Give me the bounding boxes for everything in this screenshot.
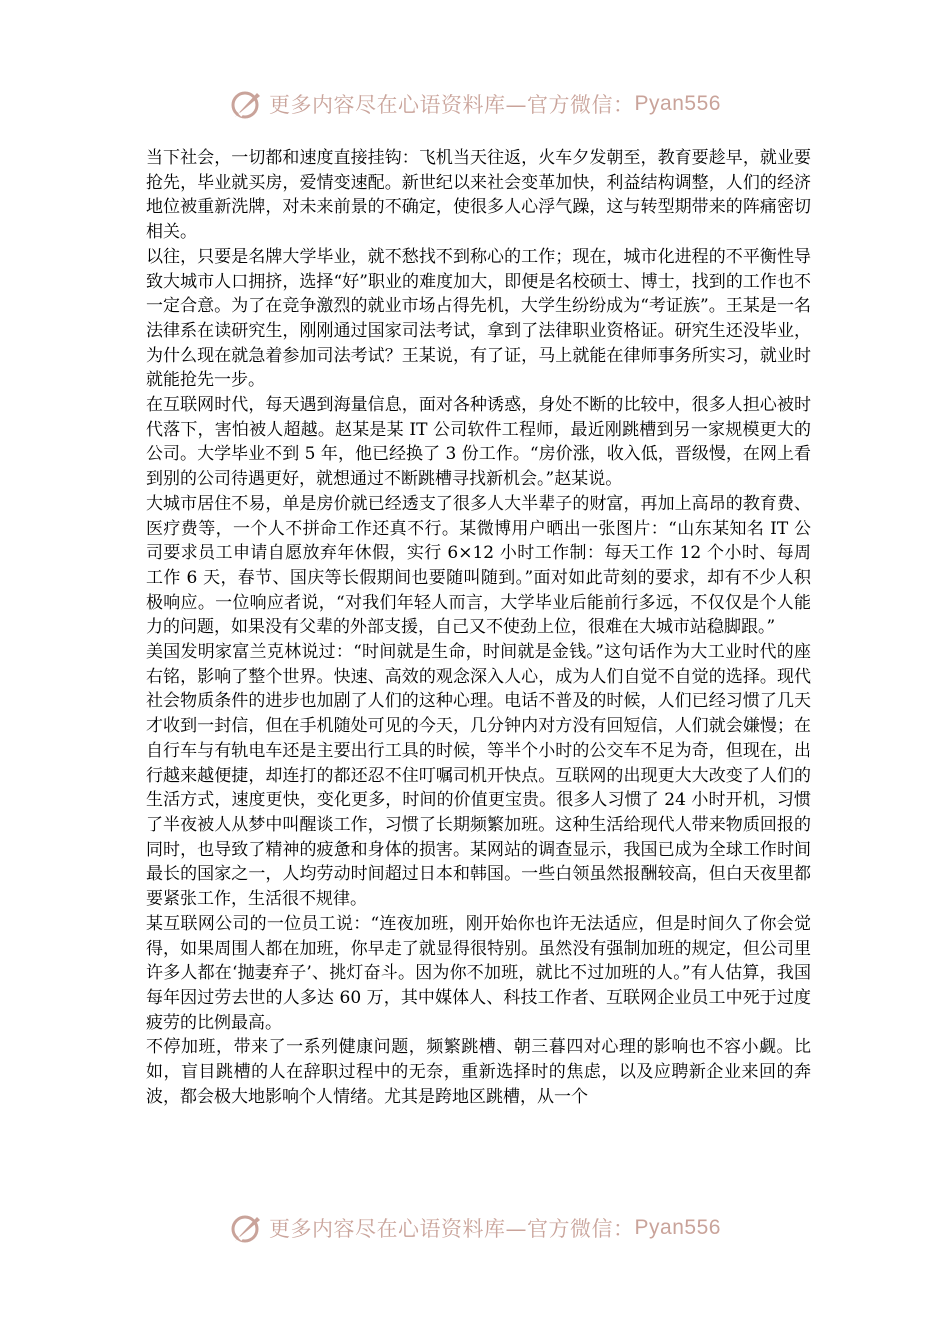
header-watermark [0, 84, 950, 124]
watermark-handle: Pyan556 [634, 1216, 721, 1239]
paragraph-3: 在互联网时代，每天遇到海量信息，面对各种诱惑，身处不断的比较中，很多人担心被时代落下，害怕被人超越。赵某是某 IT 公司软件工程师，最近刚跳槽到另一家规模更大的公司。大学毕业不到 5 年，他已经换了 3 份工作。“房价涨，收入低，晋级慢，在网上看到别的公司待遇更好，就想通过不断跳槽寻找新机会。”赵某说。 [146, 395, 811, 490]
paragraph-2: 以往，只要是名牌大学毕业，就不愁找不到称心的工作；现在，城市化进程的不平衡性导致大城市人口拥挤，选择“好”职业的难度加大，即便是名校硕士、博士，找到的工作也不一定合意。为了在竞争激烈的就业市场占得先机，大学生纷纷成为“考证族”。王某是一名法律系在读研究生，刚刚通过国家司法考试，拿到了法律职业资格证。研究生还没毕业，为什么现在就急着参加司法考试？王某说，有了证，马上就能在律师事务所实习，就业时就能抢先一步。 [146, 246, 811, 391]
quill-logo-icon [229, 87, 263, 121]
paragraph-7: 不停加班，带来了一系列健康问题，频繁跳槽、朝三暮四对心理的影响也不容小觑。比如，盲目跳槽的人在辞职过程中的无奈，重新选择时的焦虑，以及应聘新企业来回的奔波，都会极大地影响个人情绪。尤其是跨地区跳槽，从一个 [146, 1037, 811, 1107]
article-body [146, 146, 811, 1109]
quill-logo-icon [229, 1211, 263, 1245]
paragraph-5: 美国发明家富兰克林说过：“时间就是生命，时间就是金钱。”这句话作为大工业时代的座右铭，影响了整个世界。快速、高效的观念深入人心，成为人们自觉不自觉的选择。现代社会物质条件的进步也加剧了人们的这种心理。电话不普及的时候，人们已经习惯了几天才收到一封信，但在手机随处可见的今天，几分钟内对方没有回短信，人们就会嫌慢；在自行车与有轨电车还是主要出行工具的时候，等半个小时的公交车不足为奇，但现在，出行越来越便捷，却连打的都还忍不住叮嘱司机开快点。互联网的出现更大大改变了人们的生活方式，速度更快，变化更多，时间的价值更宝贵。很多人习惯了 24 小时开机，习惯了半夜被人从梦中叫醒谈工作，习惯了长期频繁加班。这种生活给现代人带来物质回报的同时，也导致了精神的疲惫和身体的损害。某网站的调查显示，我国已成为全球工作时间最长的国家之一，人均劳动时间超过日本和韩国。一些白领虽然报酬较高，但白天夜里都要紧张工作，生活很不规律。 [146, 642, 811, 910]
paragraph-6: 某互联网公司的一位员工说：“连夜加班，刚开始你也许无法适应，但是时间久了你会觉得，如果周围人都在加班，你早走了就显得很特别。虽然没有强制加班的规定，但公司里许多人都在‘抛妻弃子’、挑灯奋斗。因为你不加班，就比不过加班的人。”有人估算，我国每年因过劳去世的人多达 60 万，其中媒体人、科技工作者、互联网企业员工中死于过度疲劳的比例最高。 [146, 913, 811, 1033]
watermark-text: 更多内容尽在心语资料库—官方微信： [269, 1217, 635, 1241]
footer-watermark [0, 1208, 950, 1248]
watermark-text: 更多内容尽在心语资料库—官方微信： [269, 93, 635, 117]
paragraph-1: 当下社会，一切都和速度直接挂钩：飞机当天往返，火车夕发朝至，教育要趁早，就业要抢先，毕业就买房，爱情变速配。新世纪以来社会变革加快，利益结构调整，人们的经济地位被重新洗牌，对未来前景的不确定，使很多人心浮气躁，这与转型期带来的阵痛密切相关。 [146, 148, 811, 243]
paragraph-4: 大城市居住不易，单是房价就已经透支了很多人大半辈子的财富，再加上高昂的教育费、医疗费等，一个人不拼命工作还真不行。某微博用户晒出一张图片：“山东某知名 IT 公司要求员工申请自愿放弃年休假，实行 6×12 小时工作制：每天工作 12 个小时、每周工作 6 天，春节、国庆等长假期间也要随叫随到。”面对如此苛刻的要求，却有不少人积极响应。一位响应者说，“对我们年轻人而言，大学毕业后能前行多远，不仅仅是个人能力的问题，如果没有父辈的外部支援，自己又不使劲上位，很难在大城市站稳脚跟。” [146, 493, 811, 638]
watermark-handle: Pyan556 [634, 92, 721, 115]
